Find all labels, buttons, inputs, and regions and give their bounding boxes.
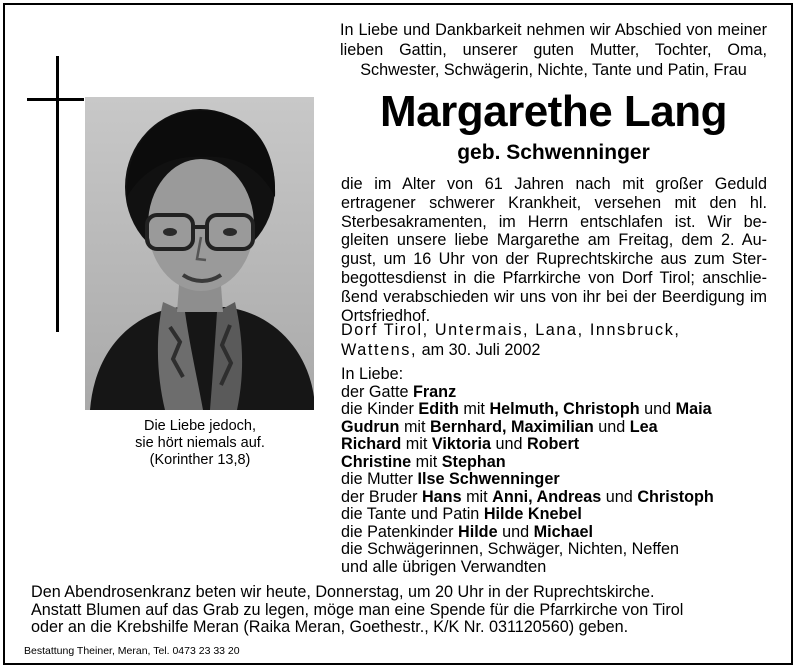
mourner-name: Robert: [526, 435, 580, 453]
bible-quote: [100, 418, 300, 469]
mourner-name: Ilse Schwenninger: [417, 470, 560, 488]
mourner-relation: mit: [401, 435, 432, 453]
quote-line: (Korinther 13,8): [149, 452, 251, 468]
mourner-relation: und alle übrigen Verwandten: [341, 557, 547, 576]
mourner-relation: die Mutter: [341, 470, 418, 488]
funeral-details: [341, 175, 767, 325]
mourner-relation: der Gatte: [341, 382, 413, 401]
maiden-name: geb. Schwenninger: [457, 141, 650, 164]
mourner-name: Edith: [418, 400, 459, 418]
mourner-row: [341, 436, 771, 454]
mourner-name: Hilde Knebel: [483, 505, 582, 523]
mourner-name: Bernhard, Maximilian: [430, 417, 594, 436]
details-line: ertragener schwerer Krankheit, versehen mit den hl.: [341, 193, 767, 212]
cross-icon-horizontal: [27, 98, 84, 101]
mourners-heading: In Liebe:: [341, 365, 404, 383]
intro-text: In Liebe und Dankbarkeit nehmen wir Abschied von meiner lieben Gattin, unserer guten Mutter, Tochter, Oma, Schwester, Schwägerin, Nichte, Tante und Patin, Frau: [340, 21, 767, 79]
mourner-name: Christine: [341, 452, 412, 471]
mourner-relation: mit: [458, 400, 490, 418]
places-line-end: Wattens,: [341, 341, 418, 359]
mourner-row: [341, 541, 771, 559]
mourner-row: [341, 471, 771, 489]
mourner-name: Michael: [533, 522, 593, 541]
mourner-name: Lea: [629, 417, 658, 436]
mourner-relation: und: [497, 522, 534, 541]
details-line: gleiten unsere liebe Margarethe am Freitag, dem 2. Au-: [341, 231, 767, 250]
portrait-photo: [85, 97, 314, 410]
mourner-relation: die Schwägerinnen, Schwäger, Nichten, Neffen: [341, 540, 680, 558]
details-line: ßend verabschieden wir uns von ihr bei der Beerdigung im: [341, 287, 767, 306]
mourner-name: Maia: [675, 400, 712, 418]
mourner-relation: und: [639, 400, 676, 418]
mourner-relation: der Bruder: [341, 487, 422, 506]
footer-notes: [31, 584, 771, 637]
mourner-relation: die Patenkinder: [341, 522, 458, 541]
mourner-row: [341, 401, 771, 419]
mourner-name: Christoph: [637, 487, 714, 506]
mourners-list: [341, 366, 771, 576]
places-line: Dorf Tirol, Untermais, Lana, Innsbruck,: [341, 321, 681, 339]
mourner-name: Gudrun: [341, 417, 400, 436]
mourner-name: Viktoria: [431, 435, 491, 453]
mourner-name: Anni, Andreas: [492, 487, 602, 506]
mourner-relation: die Kinder: [341, 400, 419, 418]
quote-line: sie hört niemals auf.: [135, 435, 265, 451]
place-date: [341, 320, 767, 360]
mourner-row: [341, 454, 771, 472]
mourner-row: [341, 559, 771, 577]
mourner-row: [341, 506, 771, 524]
mourner-relation: die Tante und Patin: [341, 505, 484, 523]
details-line: begottesdienst in die Pfarrkirche von Dorf Tirol; anschlie-: [341, 268, 767, 287]
mourner-relation: mit: [411, 452, 442, 471]
rosary-note: Den Abendrosenkranz beten wir heute, Donnerstag, um 20 Uhr in der Ruprechtskirche.: [31, 583, 655, 601]
donation-note-cont: oder an die Krebshilfe Meran (Raika Meran, Goethestr., K/K Nr. 031120560) geben.: [31, 618, 629, 637]
mourner-name: Richard: [341, 435, 402, 453]
mourner-row: [341, 384, 771, 402]
mourner-name: Stephan: [441, 452, 506, 471]
details-line: die im Alter von 61 Jahren nach mit großer Geduld: [341, 175, 767, 193]
mourner-row: [341, 419, 771, 437]
details-line: gust, um 16 Uhr von der Ruprechtskirche aus zum Ster-: [341, 250, 767, 269]
notice-date: am 30. Juli 2002: [421, 341, 541, 359]
mourner-relation: mit: [399, 417, 431, 436]
quote-line: Die Liebe jedoch,: [143, 418, 257, 434]
mourner-relation: und: [593, 417, 630, 436]
undertaker-contact: Bestattung Theiner, Meran, Tel. 0473 23 33 20: [24, 645, 240, 657]
mourner-row: [341, 524, 771, 542]
deceased-name: Margarethe Lang: [379, 87, 727, 136]
mourner-name: Helmuth, Christoph: [489, 400, 640, 418]
mourner-name: Franz: [412, 382, 457, 401]
mourner-relation: und: [490, 435, 527, 453]
details-line: Ortsfriedhof.: [341, 306, 431, 325]
mourner-relation: mit: [461, 487, 493, 506]
mourner-name: Hilde: [458, 522, 498, 541]
mourner-relation: und: [601, 487, 638, 506]
mourner-row: [341, 489, 771, 507]
donation-note: Anstatt Blumen auf das Grab zu legen, möge man eine Spende für die Pfarrkirche von Tirol: [31, 600, 684, 619]
details-line: Sterbesakramenten, im Herrn entschlafen ist. Wir be-: [341, 212, 767, 231]
mourner-name: Hans: [421, 487, 462, 506]
